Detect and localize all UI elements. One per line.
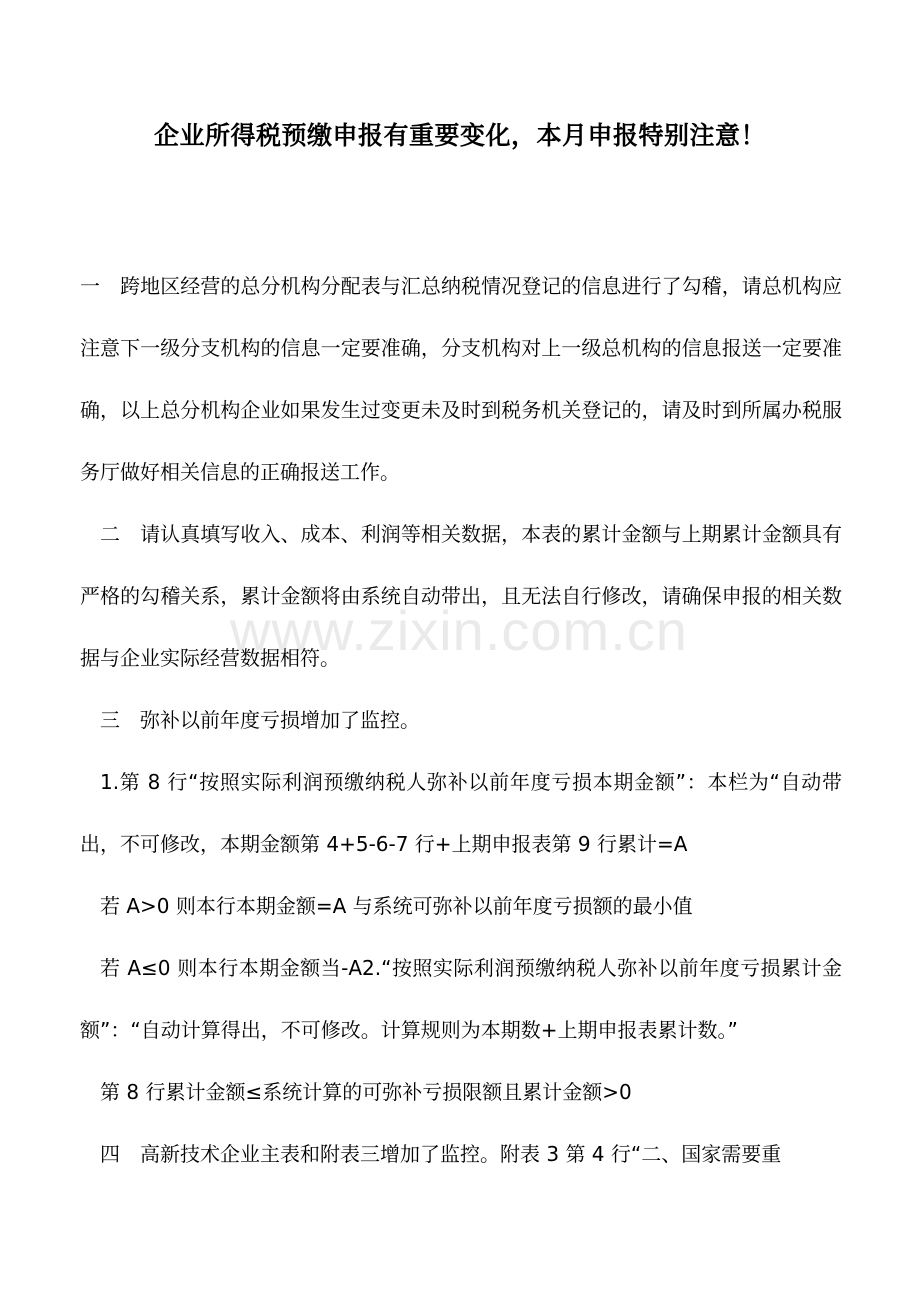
paragraph-8: 四 高新技术企业主表和附表三增加了监控。附表 3 第 4 行“二、国家需要重 xyxy=(100,1142,782,1166)
paragraph-6: 若 A≤0 则本行本期金额当-A2.“按照实际利润预缴纳税人弥补以前年度亏损累计金额”：“自动计算得出，不可修改。计算规则为本期数+上期申报表累计数。” xyxy=(80,956,842,1042)
paragraph-4: 1.第 8 行“按照实际利润预缴纳税人弥补以前年度亏损本期金额”：本栏为“自动带出，不可修改，本期金额第 4+5-6-7 行+上期申报表第 9 行累计=A xyxy=(80,770,842,856)
paragraph-3: 三 弥补以前年度亏损增加了监控。 xyxy=(100,708,420,732)
watermark-text: www.zixin.com.cn xyxy=(230,599,688,662)
document-title: 企业所得税预缴申报有重要变化，本月申报特别注意！ xyxy=(153,121,766,150)
paragraph-1: 一 跨地区经营的总分机构分配表与汇总纳税情况登记的信息进行了勾稽，请总机构应注意下一级分支机构的信息一定要准确，分支机构对上一级总机构的信息报送一定要准确，以上总分机构企业如果发生过变更未及时到税务机关登记的，请及时到所属办税服务厅做好相关信息的正确报送工作。 xyxy=(80,274,842,484)
document-body xyxy=(80,255,842,1185)
paragraph-5: 若 A>0 则本行本期金额=A 与系统可弥补以前年度亏损额的最小值 xyxy=(100,894,693,918)
paragraph-2: 二 请认真填写收入、成本、利润等相关数据，本表的累计金额与上期累计金额具有严格的勾稽关系，累计金额将由系统自动带出，且无法自行修改，请确保申报的相关数据与企业实际经营数据相符。 xyxy=(80,522,842,670)
paragraph-7: 第 8 行累计金额≤系统计算的可弥补亏损限额且累计金额>0 xyxy=(100,1080,632,1104)
